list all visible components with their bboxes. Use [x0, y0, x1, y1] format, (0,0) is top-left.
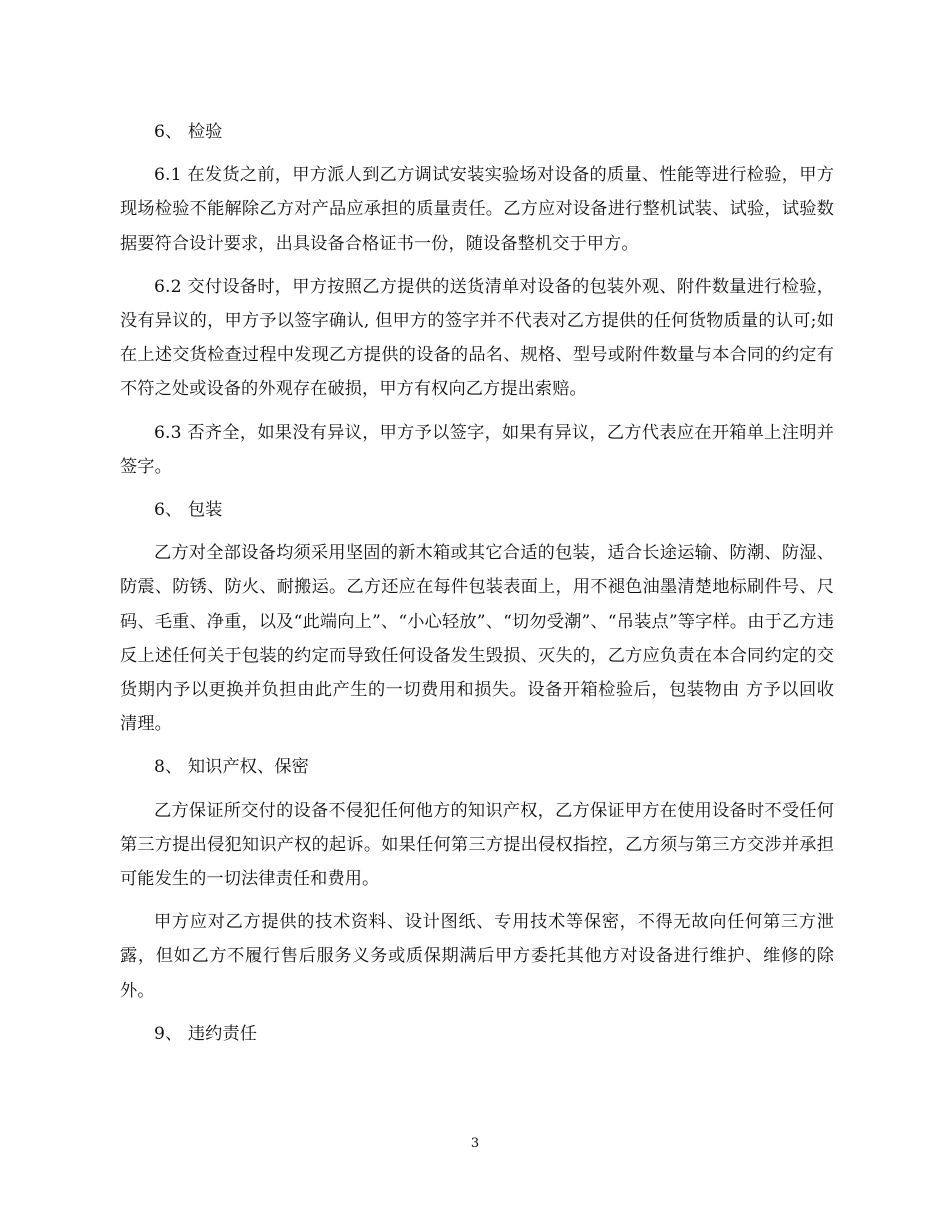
clause-6-1: 6.1 在发货之前，甲方派人到乙方调试安装实验场对设备的质量、性能等进行检验，甲方现场检验不能解除乙方对产品应承担的质量责任。乙方应对设备进行整机试装、试验，试验数据要符合设计要求，出具设备合格证书一份，随设备整机交于甲方。: [120, 165, 834, 254]
section-heading-liability: 9、 违约责任: [154, 1023, 258, 1044]
clause-6-3: 6.3 否齐全，如果没有异议，甲方予以签字，如果有异议，乙方代表应在开箱单上注明并签字。: [120, 422, 834, 477]
confidentiality-paragraph: 甲方应对乙方提供的技术资料、设计图纸、专用技术等保密，不得无故向任何第三方泄露，但如乙方不履行售后服务义务或质保期满后甲方委托其他方对设备进行维护、维修的除外。: [120, 912, 834, 1001]
section-heading-ip-confidentiality: 8、 知识产权、保密: [154, 757, 309, 778]
page-number: 3: [470, 1136, 480, 1151]
ip-paragraph: 乙方保证所交付的设备不侵犯任何他方的知识产权，乙方保证甲方在使用设备时不受任何第三方提出侵犯知识产权的起诉。如果任何第三方提出侵权指控，乙方须与第三方交涉并承担可能发生的一切法律责任和费用。: [120, 800, 834, 890]
section-heading-inspection: 6、 检验: [154, 122, 223, 142]
section-heading-packaging: 6、 包装: [154, 500, 223, 521]
packaging-paragraph: 乙方对全部设备均须采用坚固的新木箱或其它合适的包装，适合长途运输、防潮、防湿、防震、防锈、防火、耐搬运。乙方还应在每件包装表面上，用不褪色油墨清楚地标刷件号、尺码、毛重、净重，以及“此端向上”、“小心轻放”、“切勿受潮”、“吊装点”等字样。由于乙方违反上述任何关于包装的约定而导致任何设备发生毁损、灭失的，乙方应负责在本合同约定的交货期内予以更换并负担由此产生的一切费用和损失。设备开箱检验后，包装物由 方予以回收清理。: [120, 543, 834, 735]
clause-6-2: 6.2 交付设备时，甲方按照乙方提供的送货清单对设备的包装外观、附件数量进行检验，没有异议的，甲方予以签字确认, 但甲方的签字并不代表对乙方提供的任何货物质量的认可;如在上述交货检查过程中发现乙方提供的设备的品名、规格、型号或附件数量与本合同的约定有不符之处或设备的外观存在破损，甲方有权向乙方提出索赔。: [120, 276, 834, 400]
document-body: [120, 115, 834, 1060]
